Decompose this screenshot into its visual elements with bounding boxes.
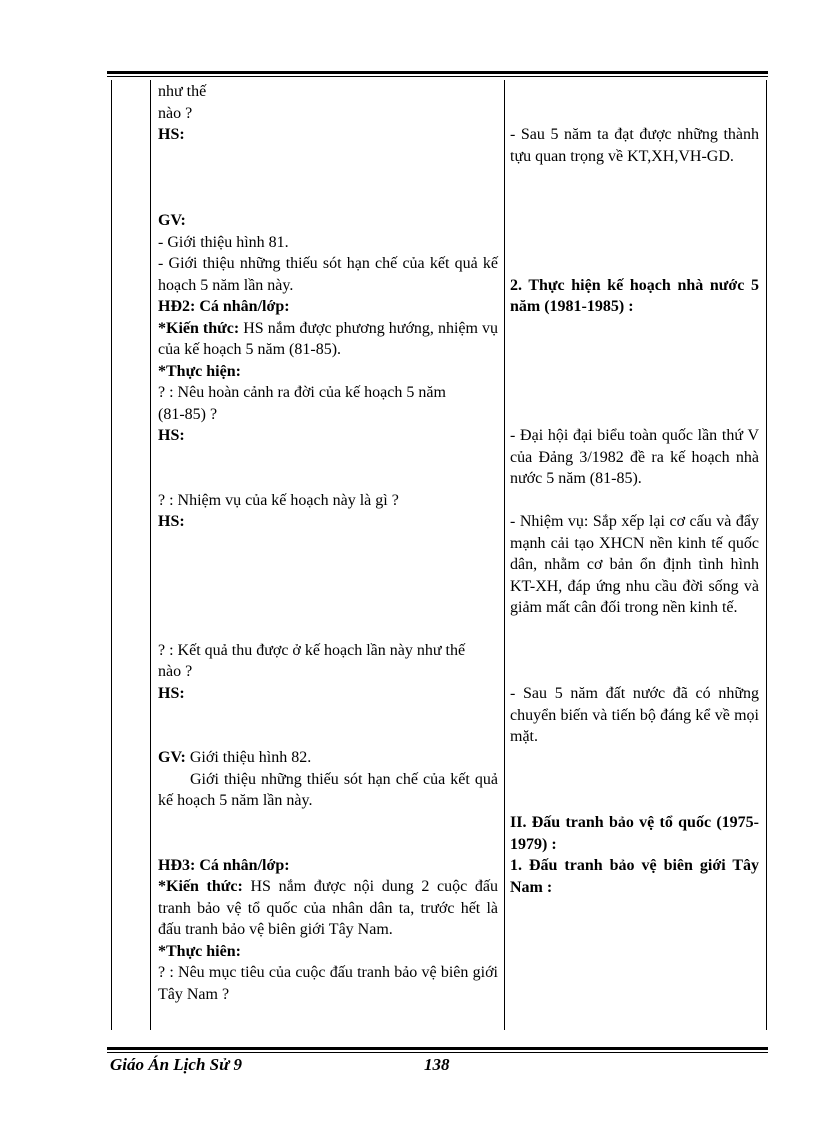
knowledge-label: *Kiến thức: [158, 319, 240, 337]
procedure-label: *Thực hiên: [158, 942, 241, 960]
content-paragraph: - Sau 5 năm ta đạt được những thành tựu quan trọng về KT,XH,VH-GD. [510, 126, 759, 165]
activity-heading: HĐ3: Cá nhân/lớp: [158, 856, 290, 874]
student-label: HS: [158, 684, 185, 702]
activity-heading: HĐ2: Cá nhân/lớp: [158, 298, 290, 315]
text-paragraph: - Giới thiệu những thiếu sót hạn chế của kết quả kế hoạch 5 năm lần này. [158, 255, 498, 294]
question-text: ? : Kết quả thu được ở kế hoạch lần này như thế [158, 641, 466, 659]
text-line: như thế [158, 83, 207, 100]
content-column [510, 81, 759, 898]
content-paragraph: - Nhiệm vụ: Sắp xếp lại cơ cấu và đẩy mạnh cải tạo XHCN nền kinh tế quốc dân, nhằm cơ bản ổn định tình hình KT-XH, đáp ứng nhu cầu đời sống và giảm mất cân đối trong nền kinh tế. [510, 513, 759, 616]
question-text: ? : Nhiệm vụ của kế hoạch này là gì ? [158, 491, 399, 509]
teacher-label: GV: [158, 749, 186, 766]
page-number: 138 [424, 1055, 450, 1074]
table-border-right [766, 80, 767, 1030]
text-line: - Giới thiệu hình 81. [158, 233, 289, 251]
question-text: ? : Nêu hoàn cảnh ra đời của kế hoạch 5 năm [158, 384, 446, 401]
teacher-text: Giới thiệu hình 82. [185, 749, 312, 766]
table-border-inner [150, 80, 151, 1030]
table-border-middle [504, 80, 505, 1030]
question-text: (81-85) ? [158, 405, 218, 423]
footer-rule-thick [107, 1047, 768, 1050]
student-label: HS: [158, 427, 185, 444]
knowledge-text: HS nắm được phương hướng, nhiệm vụ của kế hoạch 5 năm (81-85). [158, 319, 498, 358]
footer-title: Giáo Án Lịch Sử 9 [110, 1055, 243, 1074]
content-paragraph: - Đại hội đại biểu toàn quốc lần thứ V của Đảng 3/1982 đề ra kế hoạch nhà nước 5 năm (81-85). [510, 427, 759, 487]
question-text: ? : Nêu mục tiêu của cuộc đấu tranh bảo vệ biên giới Tây Nam ? [158, 964, 498, 1003]
table-border-left [111, 80, 112, 1030]
knowledge-paragraph [158, 318, 498, 361]
header-rule-thick [107, 71, 768, 74]
text-line: nào ? [158, 104, 193, 122]
student-label: HS: [158, 513, 185, 530]
content-paragraph: - Sau 5 năm đất nước đã có những chuyển biến và tiến bộ đáng kể về mọi mặt. [510, 685, 759, 745]
question-text: nào ? [158, 663, 193, 680]
knowledge-paragraph [158, 876, 498, 941]
section-heading: 2. Thực hiện kế hoạch nhà nước 5 năm (1981-1985) : [510, 276, 759, 315]
student-label: HS: [158, 126, 185, 143]
section-heading: II. Đấu tranh bảo vệ tổ quốc (1975-1979) : [510, 814, 759, 853]
text-paragraph: Giới thiệu những thiếu sót hạn chế của kết quả kế hoạch 5 năm lần này. [158, 770, 498, 809]
procedure-label: *Thực hiện: [158, 362, 241, 380]
activities-column [158, 81, 498, 1005]
footer-rule-thin [107, 1052, 768, 1053]
subsection-heading: 1. Đấu tranh bảo vệ biên giới Tây Nam : [510, 857, 759, 896]
knowledge-label: *Kiến thức: [158, 878, 243, 895]
teacher-paragraph [158, 747, 498, 769]
header-rule-thin [107, 76, 768, 77]
teacher-label: GV: [158, 212, 186, 229]
knowledge-text: HS nắm được nội dung 2 cuộc đấu tranh bảo vệ tổ quốc của nhân dân ta, trước hết là đấu tranh bảo vệ biên giới Tây Nam. [158, 878, 499, 938]
